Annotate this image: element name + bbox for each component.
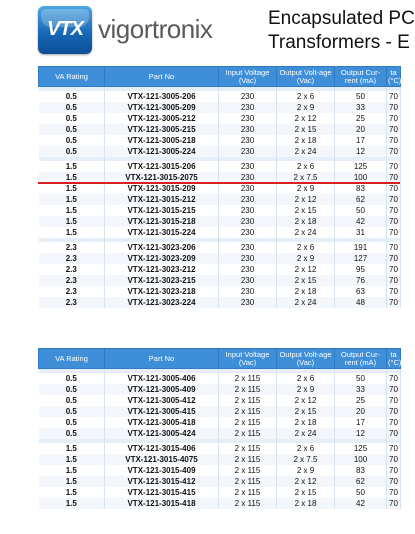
table-row: [39, 384, 401, 395]
cell-output-current: 17: [335, 417, 387, 428]
cell-output-voltage: 2 x 12: [277, 113, 335, 124]
cell-ta: 70: [387, 205, 401, 216]
table-row: [39, 487, 401, 498]
cell-output-voltage: 2 x 24: [277, 146, 335, 157]
column-header-output-voltage: Output Volt-age (Vac): [277, 349, 335, 369]
cell-input-voltage: 230: [219, 253, 277, 264]
cell-output-current: 50: [335, 487, 387, 498]
table-row: [39, 373, 401, 384]
cell-part-no: VTX-121-3005-218: [105, 135, 219, 146]
cell-va-rating: 0.5: [39, 406, 105, 417]
cell-input-voltage: 230: [219, 216, 277, 227]
cell-input-voltage: 230: [219, 183, 277, 194]
cell-va-rating: 2.3: [39, 253, 105, 264]
cell-output-current: 191: [335, 242, 387, 253]
spec-table-230v: [38, 66, 401, 308]
cell-output-current: 50: [335, 373, 387, 384]
cell-va-rating: 0.5: [39, 91, 105, 102]
cell-output-voltage: 2 x 15: [277, 275, 335, 286]
cell-output-voltage: 2 x 9: [277, 253, 335, 264]
cell-input-voltage: 2 x 115: [219, 395, 277, 406]
cell-ta: 70: [387, 428, 401, 439]
table-header-row: [39, 67, 401, 87]
table-row: [39, 454, 401, 465]
cell-output-voltage: 2 x 15: [277, 406, 335, 417]
cell-output-current: 50: [335, 205, 387, 216]
cell-output-current: 100: [335, 172, 387, 183]
cell-output-current: 42: [335, 498, 387, 509]
cell-ta: 70: [387, 161, 401, 172]
table-row: [39, 146, 401, 157]
cell-va-rating: 0.5: [39, 113, 105, 124]
table-row: [39, 476, 401, 487]
cell-part-no: VTX-121-3005-412: [105, 395, 219, 406]
cell-output-current: 63: [335, 286, 387, 297]
cell-input-voltage: 2 x 115: [219, 406, 277, 417]
cell-ta: 70: [387, 146, 401, 157]
cell-output-voltage: 2 x 9: [277, 102, 335, 113]
cell-va-rating: 2.3: [39, 297, 105, 308]
cell-va-rating: 1.5: [39, 476, 105, 487]
cell-input-voltage: 2 x 115: [219, 465, 277, 476]
cell-part-no: VTX-121-3005-212: [105, 113, 219, 124]
cell-part-no: VTX-121-3015-224: [105, 227, 219, 238]
table-row: [39, 253, 401, 264]
cell-ta: 70: [387, 406, 401, 417]
cell-va-rating: 1.5: [39, 216, 105, 227]
table-row: [39, 417, 401, 428]
cell-output-current: 62: [335, 194, 387, 205]
cell-part-no: VTX-121-3005-418: [105, 417, 219, 428]
cell-output-current: 62: [335, 476, 387, 487]
column-header-va-rating: VA Rating: [39, 67, 105, 87]
column-header-va-rating: VA Rating: [39, 349, 105, 369]
cell-ta: 70: [387, 102, 401, 113]
cell-ta: 70: [387, 113, 401, 124]
cell-ta: 70: [387, 395, 401, 406]
table-row: [39, 242, 401, 253]
cell-input-voltage: 230: [219, 113, 277, 124]
table-row: [39, 275, 401, 286]
cell-output-current: 83: [335, 465, 387, 476]
cell-ta: 70: [387, 227, 401, 238]
cell-part-no: VTX-121-3015-418: [105, 498, 219, 509]
cell-va-rating: 1.5: [39, 498, 105, 509]
cell-output-current: 17: [335, 135, 387, 146]
cell-input-voltage: 230: [219, 161, 277, 172]
cell-ta: 70: [387, 443, 401, 454]
cell-va-rating: 1.5: [39, 205, 105, 216]
cell-ta: 70: [387, 242, 401, 253]
cell-ta: 70: [387, 465, 401, 476]
table-row: [39, 428, 401, 439]
cell-output-current: 20: [335, 406, 387, 417]
column-header-ta: ta (°C): [388, 67, 402, 85]
cell-input-voltage: 230: [219, 286, 277, 297]
cell-output-voltage: 2 x 15: [277, 124, 335, 135]
cell-ta: 70: [387, 476, 401, 487]
cell-output-current: 33: [335, 384, 387, 395]
cell-part-no: VTX-121-3015-409: [105, 465, 219, 476]
cell-input-voltage: 230: [219, 242, 277, 253]
cell-input-voltage: 230: [219, 297, 277, 308]
cell-output-voltage: 2 x 9: [277, 465, 335, 476]
cell-part-no: VTX-121-3005-209: [105, 102, 219, 113]
cell-input-voltage: 2 x 115: [219, 454, 277, 465]
cell-part-no: VTX-121-3005-224: [105, 146, 219, 157]
table-row: [39, 395, 401, 406]
cell-input-voltage: 2 x 115: [219, 417, 277, 428]
cell-ta: 70: [387, 297, 401, 308]
column-header-input-voltage: Input Voltage (Vac): [219, 349, 277, 369]
cell-part-no: VTX-121-3015-206: [105, 161, 219, 172]
cell-input-voltage: 230: [219, 205, 277, 216]
cell-va-rating: 0.5: [39, 395, 105, 406]
cell-part-no: VTX-121-3023-206: [105, 242, 219, 253]
cell-input-voltage: 230: [219, 194, 277, 205]
cell-output-voltage: 2 x 7.5: [277, 172, 335, 183]
cell-output-voltage: 2 x 6: [277, 443, 335, 454]
cell-output-current: 127: [335, 253, 387, 264]
cell-output-voltage: 2 x 24: [277, 297, 335, 308]
column-header-output-current: Output Cur-rent (mA): [335, 349, 387, 369]
cell-output-voltage: 2 x 15: [277, 487, 335, 498]
cell-output-current: 12: [335, 146, 387, 157]
table-row: [39, 102, 401, 113]
cell-part-no: VTX-121-3005-215: [105, 124, 219, 135]
cell-ta: 70: [387, 454, 401, 465]
cell-part-no: VTX-121-3015-412: [105, 476, 219, 487]
cell-va-rating: 2.3: [39, 286, 105, 297]
table-row: [39, 498, 401, 509]
cell-output-voltage: 2 x 7.5: [277, 454, 335, 465]
cell-output-voltage: 2 x 15: [277, 205, 335, 216]
cell-ta: 70: [387, 124, 401, 135]
cell-va-rating: 0.5: [39, 417, 105, 428]
table-header-row: [39, 349, 401, 369]
cell-ta: 70: [387, 498, 401, 509]
cell-va-rating: 2.3: [39, 275, 105, 286]
cell-output-voltage: 2 x 18: [277, 135, 335, 146]
cell-output-current: 83: [335, 183, 387, 194]
cell-input-voltage: 230: [219, 102, 277, 113]
cell-part-no: VTX-121-3015-406: [105, 443, 219, 454]
cell-part-no: VTX-121-3005-406: [105, 373, 219, 384]
cell-input-voltage: 2 x 115: [219, 498, 277, 509]
document-title-line2: Transformers - E: [268, 32, 410, 53]
cell-ta: 70: [387, 286, 401, 297]
cell-input-voltage: 230: [219, 135, 277, 146]
cell-va-rating: 2.3: [39, 264, 105, 275]
cell-va-rating: 1.5: [39, 443, 105, 454]
cell-output-current: 50: [335, 91, 387, 102]
cell-part-no: VTX-121-3015-215: [105, 205, 219, 216]
table-row: [39, 465, 401, 476]
cell-output-voltage: 2 x 12: [277, 194, 335, 205]
cell-output-voltage: 2 x 6: [277, 242, 335, 253]
cell-output-voltage: 2 x 18: [277, 286, 335, 297]
cell-output-current: 20: [335, 124, 387, 135]
cell-va-rating: 0.5: [39, 428, 105, 439]
red-annotation-line: [38, 182, 400, 184]
cell-part-no: VTX-121-3023-224: [105, 297, 219, 308]
cell-part-no: VTX-121-3005-415: [105, 406, 219, 417]
column-header-input-voltage: Input Voltage (Vac): [219, 67, 277, 87]
cell-output-current: 33: [335, 102, 387, 113]
table-row: [39, 216, 401, 227]
cell-input-voltage: 230: [219, 227, 277, 238]
table-row: [39, 205, 401, 216]
cell-part-no: VTX-121-3015-2075: [105, 172, 219, 183]
cell-part-no: VTX-121-3015-415: [105, 487, 219, 498]
column-header-ta: ta (°C): [388, 349, 402, 367]
cell-part-no: VTX-121-3023-215: [105, 275, 219, 286]
cell-ta: 70: [387, 417, 401, 428]
cell-input-voltage: 2 x 115: [219, 476, 277, 487]
logo-text: VTX: [47, 18, 83, 40]
cell-output-current: 12: [335, 428, 387, 439]
table-row: [39, 161, 401, 172]
cell-input-voltage: 2 x 115: [219, 487, 277, 498]
cell-output-voltage: 2 x 24: [277, 227, 335, 238]
column-header-output-current: Output Cur-rent (mA): [335, 67, 387, 87]
cell-part-no: VTX-121-3023-212: [105, 264, 219, 275]
cell-part-no: VTX-121-3015-212: [105, 194, 219, 205]
cell-part-no: VTX-121-3023-218: [105, 286, 219, 297]
spec-table-2x115v: [38, 348, 401, 509]
cell-ta: 70: [387, 91, 401, 102]
cell-output-voltage: 2 x 6: [277, 91, 335, 102]
cell-input-voltage: 2 x 115: [219, 384, 277, 395]
cell-ta: 70: [387, 183, 401, 194]
cell-output-current: 25: [335, 113, 387, 124]
column-header-part-no: Part No: [105, 67, 219, 87]
cell-ta: 70: [387, 264, 401, 275]
cell-output-voltage: 2 x 6: [277, 373, 335, 384]
cell-va-rating: 0.5: [39, 124, 105, 135]
cell-va-rating: 0.5: [39, 135, 105, 146]
table-row: [39, 227, 401, 238]
cell-va-rating: 1.5: [39, 194, 105, 205]
cell-output-voltage: 2 x 18: [277, 216, 335, 227]
table-row: [39, 135, 401, 146]
cell-input-voltage: 230: [219, 275, 277, 286]
column-header-output-voltage: Output Volt-age (Vac): [277, 67, 335, 87]
cell-output-voltage: 2 x 9: [277, 384, 335, 395]
cell-output-voltage: 2 x 12: [277, 476, 335, 487]
cell-part-no: VTX-121-3005-424: [105, 428, 219, 439]
cell-va-rating: 0.5: [39, 384, 105, 395]
cell-output-current: 125: [335, 161, 387, 172]
cell-part-no: VTX-121-3015-218: [105, 216, 219, 227]
table-row: [39, 113, 401, 124]
cell-input-voltage: 230: [219, 124, 277, 135]
cell-va-rating: 1.5: [39, 172, 105, 183]
cell-input-voltage: 230: [219, 91, 277, 102]
cell-ta: 70: [387, 384, 401, 395]
cell-input-voltage: 230: [219, 172, 277, 183]
cell-output-current: 48: [335, 297, 387, 308]
cell-va-rating: 2.3: [39, 242, 105, 253]
cell-part-no: VTX-121-3015-4075: [105, 454, 219, 465]
cell-va-rating: 1.5: [39, 465, 105, 476]
table-row: [39, 443, 401, 454]
cell-ta: 70: [387, 275, 401, 286]
cell-output-voltage: 2 x 9: [277, 183, 335, 194]
cell-output-current: 100: [335, 454, 387, 465]
cell-ta: 70: [387, 216, 401, 227]
brand-name: vigortronix: [98, 14, 213, 44]
cell-output-current: 25: [335, 395, 387, 406]
cell-output-current: 76: [335, 275, 387, 286]
cell-va-rating: 1.5: [39, 227, 105, 238]
cell-part-no: VTX-121-3005-409: [105, 384, 219, 395]
cell-va-rating: 1.5: [39, 161, 105, 172]
cell-va-rating: 0.5: [39, 102, 105, 113]
cell-ta: 70: [387, 253, 401, 264]
cell-ta: 70: [387, 194, 401, 205]
cell-output-current: 95: [335, 264, 387, 275]
cell-input-voltage: 2 x 115: [219, 373, 277, 384]
column-header-part-no: Part No: [105, 349, 219, 369]
cell-input-voltage: 2 x 115: [219, 443, 277, 454]
cell-output-voltage: 2 x 18: [277, 498, 335, 509]
table-row: [39, 183, 401, 194]
cell-output-voltage: 2 x 18: [277, 417, 335, 428]
cell-output-voltage: 2 x 12: [277, 264, 335, 275]
vtx-logo: [38, 6, 92, 54]
cell-va-rating: 0.5: [39, 373, 105, 384]
table-row: [39, 91, 401, 102]
cell-input-voltage: 230: [219, 264, 277, 275]
table-row: [39, 194, 401, 205]
table-row: [39, 264, 401, 275]
cell-output-voltage: 2 x 6: [277, 161, 335, 172]
cell-va-rating: 0.5: [39, 146, 105, 157]
cell-va-rating: 1.5: [39, 454, 105, 465]
cell-output-voltage: 2 x 12: [277, 395, 335, 406]
cell-va-rating: 1.5: [39, 183, 105, 194]
table-row: [39, 406, 401, 417]
cell-va-rating: 1.5: [39, 487, 105, 498]
cell-output-voltage: 2 x 24: [277, 428, 335, 439]
cell-input-voltage: 2 x 115: [219, 428, 277, 439]
table-row: [39, 297, 401, 308]
cell-part-no: VTX-121-3005-206: [105, 91, 219, 102]
cell-output-current: 42: [335, 216, 387, 227]
cell-input-voltage: 230: [219, 146, 277, 157]
cell-ta: 70: [387, 135, 401, 146]
cell-output-current: 125: [335, 443, 387, 454]
table-row: [39, 124, 401, 135]
cell-ta: 70: [387, 487, 401, 498]
cell-ta: 70: [387, 373, 401, 384]
page-header: [0, 0, 415, 60]
cell-ta: 70: [387, 172, 401, 183]
document-title-line1: Encapsulated PC: [268, 8, 415, 29]
table-row: [39, 286, 401, 297]
cell-part-no: VTX-121-3023-209: [105, 253, 219, 264]
cell-output-current: 31: [335, 227, 387, 238]
cell-part-no: VTX-121-3015-209: [105, 183, 219, 194]
